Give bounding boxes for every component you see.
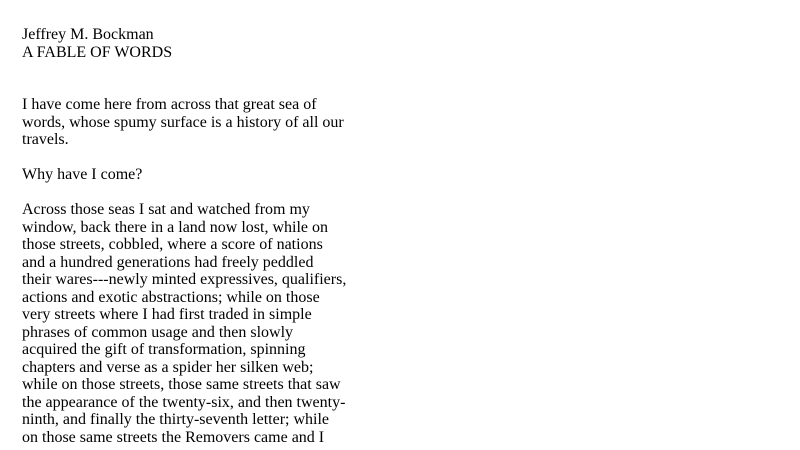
text-line: Why have I come? bbox=[22, 166, 143, 183]
paragraph bbox=[22, 201, 346, 446]
text-line: ninth, and finally the thirty-seventh letter; while bbox=[22, 411, 330, 428]
text-line: phrases of common usage and then slowly bbox=[22, 323, 294, 341]
paragraph bbox=[22, 166, 346, 184]
text-line: actions and exotic abstractions; while on those bbox=[22, 288, 320, 306]
text-line: and a hundred generations had freely peddled bbox=[22, 253, 314, 271]
text-line: I have come here from across that great sea of bbox=[22, 96, 317, 113]
text-line: the appearance of the twenty-six, and then twenty- bbox=[22, 393, 346, 411]
text-line: Across those seas I sat and watched from my bbox=[22, 201, 310, 218]
text-line: while on those streets, those same streets that saw bbox=[22, 376, 341, 393]
text-line: very streets where I had first traded in simple bbox=[22, 306, 312, 323]
paragraph bbox=[22, 96, 346, 149]
text-line: words, whose spumy surface is a history of all our bbox=[22, 113, 344, 131]
text-line: their wares---newly minted expressives, qualifiers, bbox=[22, 271, 347, 288]
text-line: on those same streets the Removers came and I bbox=[22, 428, 325, 446]
document-body bbox=[22, 26, 346, 446]
text-line: travels. bbox=[22, 131, 69, 148]
document-title: A FABLE OF WORDS bbox=[22, 43, 173, 61]
text-line: chapters and verse as a spider her silken web; bbox=[22, 358, 314, 376]
paragraphs bbox=[22, 96, 346, 446]
text-line: acquired the gift of transformation, spinning bbox=[22, 341, 306, 358]
text-line: those streets, cobbled, where a score of nations bbox=[22, 236, 323, 253]
text-line: window, back there in a land now lost, while on bbox=[22, 218, 329, 236]
author-name: Jeffrey M. Bockman bbox=[22, 26, 154, 43]
